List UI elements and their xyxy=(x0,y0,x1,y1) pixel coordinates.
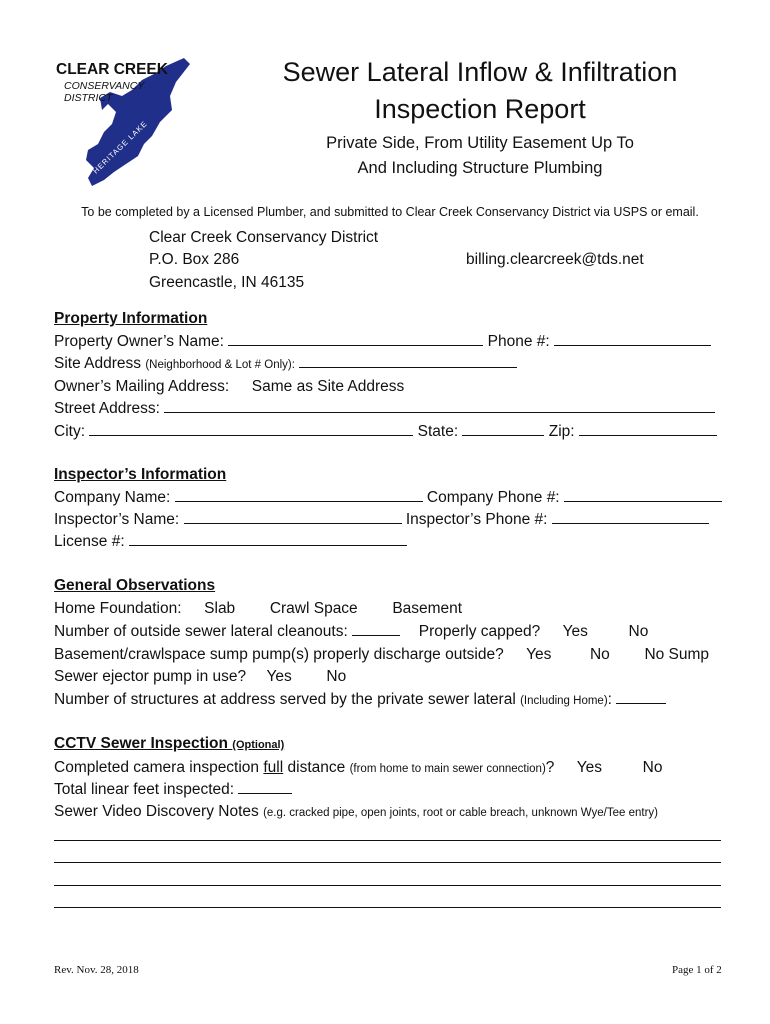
inspector-phone-field[interactable] xyxy=(552,522,709,524)
capped-no-option[interactable]: No xyxy=(628,623,649,640)
state-field[interactable] xyxy=(462,434,544,436)
zip-label: Zip: xyxy=(548,423,575,440)
sump-no-option[interactable]: No xyxy=(589,646,610,663)
owner-name-label: Property Owner’s Name: xyxy=(54,333,224,350)
logo-line1: CLEAR CREEK xyxy=(56,61,168,78)
site-address-note: (Neighborhood & Lot # Only): xyxy=(145,359,295,371)
email-address: billing.clearcreek@tds.net xyxy=(466,251,644,268)
license-row xyxy=(54,533,407,551)
cctv-heading-note: (Optional) xyxy=(232,739,285,751)
notes-label-row xyxy=(54,803,658,821)
same-as-site-option[interactable]: Same as Site Address xyxy=(251,378,405,395)
camera-label-pre: Completed camera inspection xyxy=(54,759,260,776)
city-state-zip-row xyxy=(54,423,717,441)
street-address-row xyxy=(54,400,715,418)
license-label: License #: xyxy=(54,533,125,550)
company-phone-field[interactable] xyxy=(564,500,722,502)
cleanouts-row xyxy=(54,623,648,641)
city-label: City: xyxy=(54,423,85,440)
structures-colon: : xyxy=(607,691,612,708)
street-address-label: Street Address: xyxy=(54,400,160,417)
inspector-phone-label: Inspector’s Phone #: xyxy=(405,511,548,528)
company-row xyxy=(54,489,722,507)
revision-date: Rev. Nov. 28, 2018 xyxy=(54,964,139,976)
mailing-address-row xyxy=(54,378,404,396)
notes-line-2[interactable] xyxy=(54,862,721,863)
capped-yes-option[interactable]: Yes xyxy=(562,623,588,640)
address-line3: Greencastle, IN 46135 xyxy=(149,274,305,291)
camera-no-option[interactable]: No xyxy=(642,759,663,776)
foundation-slab-option[interactable]: Slab xyxy=(204,600,236,617)
linear-feet-row xyxy=(54,781,292,799)
site-address-row xyxy=(54,355,517,373)
notes-label: Sewer Video Discovery Notes xyxy=(54,803,259,820)
ejector-no-option[interactable]: No xyxy=(326,668,347,685)
foundation-label: Home Foundation: xyxy=(54,600,182,617)
page-subtitle-line1: Private Side, From Utility Easement Up To xyxy=(326,134,634,152)
notes-line-3[interactable] xyxy=(54,885,721,886)
address-line1: Clear Creek Conservancy District xyxy=(149,229,379,246)
sump-label: Basement/crawlspace sump pump(s) properly discharge outside? xyxy=(54,646,504,663)
page-subtitle-line2: And Including Structure Plumbing xyxy=(357,159,603,177)
sump-row xyxy=(54,646,709,664)
inspector-name-field[interactable] xyxy=(184,522,402,524)
foundation-basement-option[interactable]: Basement xyxy=(392,600,463,617)
structures-field[interactable] xyxy=(616,702,666,704)
city-field[interactable] xyxy=(89,434,413,436)
cleanouts-field[interactable] xyxy=(352,634,400,636)
camera-label-note: (from home to main sewer connection) xyxy=(349,763,546,775)
mailing-address-label: Owner’s Mailing Address: xyxy=(54,378,230,395)
cleanouts-label: Number of outside sewer lateral cleanouts: xyxy=(54,623,348,640)
company-name-field[interactable] xyxy=(175,500,423,502)
camera-label-full: full xyxy=(263,759,284,776)
notes-line-4[interactable] xyxy=(54,907,721,908)
inspector-name-row xyxy=(54,511,709,529)
ejector-row xyxy=(54,668,346,686)
page-title-line1: Sewer Lateral Inflow & Infiltration xyxy=(282,57,678,87)
company-phone-label: Company Phone #: xyxy=(426,489,560,506)
camera-inspection-row xyxy=(54,759,663,777)
state-label: State: xyxy=(417,423,459,440)
logo-line3: DISTRICT xyxy=(64,92,113,104)
page-number: Page 1 of 2 xyxy=(672,964,722,976)
address-line2: P.O. Box 286 xyxy=(149,251,240,268)
camera-label-post: distance xyxy=(287,759,346,776)
site-address-field[interactable] xyxy=(299,366,517,368)
property-heading: Property Information xyxy=(54,310,208,327)
owner-phone-label: Phone #: xyxy=(487,333,550,350)
camera-question-mark: ? xyxy=(545,759,555,776)
notes-line-1[interactable] xyxy=(54,840,721,841)
company-name-label: Company Name: xyxy=(54,489,171,506)
ejector-label: Sewer ejector pump in use? xyxy=(54,668,247,685)
page-title-line2: Inspection Report xyxy=(374,94,586,124)
foundation-crawl-option[interactable]: Crawl Space xyxy=(269,600,358,617)
observations-heading: General Observations xyxy=(54,577,216,594)
structures-row xyxy=(54,691,666,709)
structures-note: (Including Home) xyxy=(520,695,608,707)
inspector-heading: Inspector’s Information xyxy=(54,466,227,483)
inspector-name-label: Inspector’s Name: xyxy=(54,511,180,528)
cctv-heading-text: CCTV Sewer Inspection xyxy=(54,735,228,752)
ejector-yes-option[interactable]: Yes xyxy=(266,668,292,685)
owner-name-field[interactable] xyxy=(228,344,483,346)
site-address-label: Site Address xyxy=(54,355,142,372)
structures-label: Number of structures at address served by the private sewer lateral xyxy=(54,691,516,708)
sump-none-option[interactable]: No Sump xyxy=(644,646,710,663)
street-address-field[interactable] xyxy=(164,411,715,413)
district-logo xyxy=(52,52,192,192)
camera-yes-option[interactable]: Yes xyxy=(576,759,603,776)
notes-hint: (e.g. cracked pipe, open joints, root or cable breach, unknown Wye/Tee entry) xyxy=(263,807,659,819)
logo-lake-label: HERITAGE LAKE xyxy=(91,118,150,176)
owner-phone-field[interactable] xyxy=(554,344,711,346)
owner-name-row xyxy=(54,333,711,351)
foundation-row xyxy=(54,600,462,618)
license-field[interactable] xyxy=(129,544,407,546)
logo-line2: CONSERVANCY xyxy=(64,80,145,92)
zip-field[interactable] xyxy=(579,434,717,436)
cctv-heading xyxy=(54,735,284,753)
capped-label: Properly capped? xyxy=(418,623,541,640)
linear-feet-field[interactable] xyxy=(238,792,292,794)
sump-yes-option[interactable]: Yes xyxy=(526,646,552,663)
instructions: To be completed by a Licensed Plumber, and submitted to Clear Creek Conservancy District via USPS or email. xyxy=(81,205,699,219)
linear-feet-label: Total linear feet inspected: xyxy=(54,781,235,798)
